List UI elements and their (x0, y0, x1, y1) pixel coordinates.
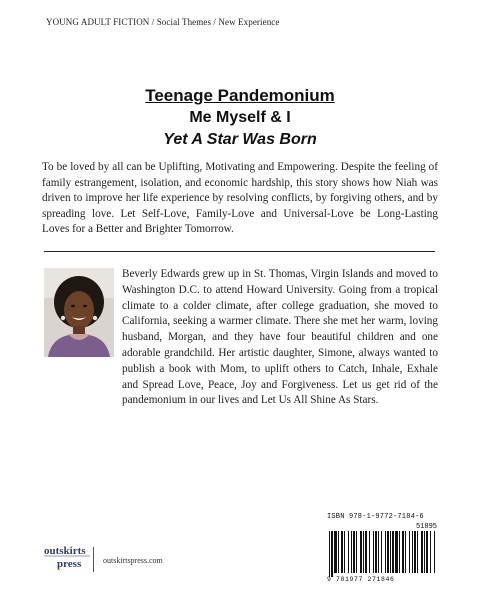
book-title: Teenage Pandemonium (145, 86, 335, 105)
divider (44, 251, 435, 252)
barcode-icon (327, 531, 439, 577)
author-bio: Beverly Edwards grew up in St. Thomas, Virgin Islands and moved to Washington D.C. to attend Howard University. Going from a tropical climate to a colder climate, after college graduation, she moved to California, seeking a warmer climate. There she met her warm, loving husband, Morgan, and they have four beautiful children and one adorable grandchild. Her artistic daughter, Simone, always wanted to publish a book with Mom, to uplift others to Catch, Inhale, Exhale and Spread Love, Peace, Joy and Forgiveness. Let us get rid of the pandemonium in our lives and Let Us All Shine As Stars. (122, 268, 438, 407)
isbn-label: ISBN 978-1-9772-7184-6 (327, 513, 424, 521)
publisher-website: outskirtspress.com (103, 556, 163, 565)
category-line: YOUNG ADULT FICTION / Social Themes / New Experience (46, 17, 280, 27)
svg-text:press: press (57, 558, 82, 570)
price-code: 51895 (415, 523, 437, 531)
logo-divider (93, 547, 94, 572)
svg-text:outskirts: outskirts (44, 545, 86, 557)
publisher-logo (43, 542, 91, 572)
book-subtitle: Me Myself & I (189, 109, 291, 126)
book-blurb: To be loved by all can be Uplifting, Motivating and Empowering. Despite the feeling of family estrangement, isolation, and economic hardship, this story shows how Niah was driven to improve her life experience by resolving conflicts, by forgiving others, and by spreading love. Let Self-Love, Family-Love and Universal-Love be Long-Lasting Loves for a Better and Brighter Tomorrow. (42, 161, 438, 236)
book-tagline: Yet A Star Was Born (163, 131, 317, 148)
author-photo (44, 268, 114, 357)
barcode-block (327, 513, 439, 585)
title-block (0, 85, 480, 151)
barcode-number: 9 781977 271846 (327, 576, 395, 583)
